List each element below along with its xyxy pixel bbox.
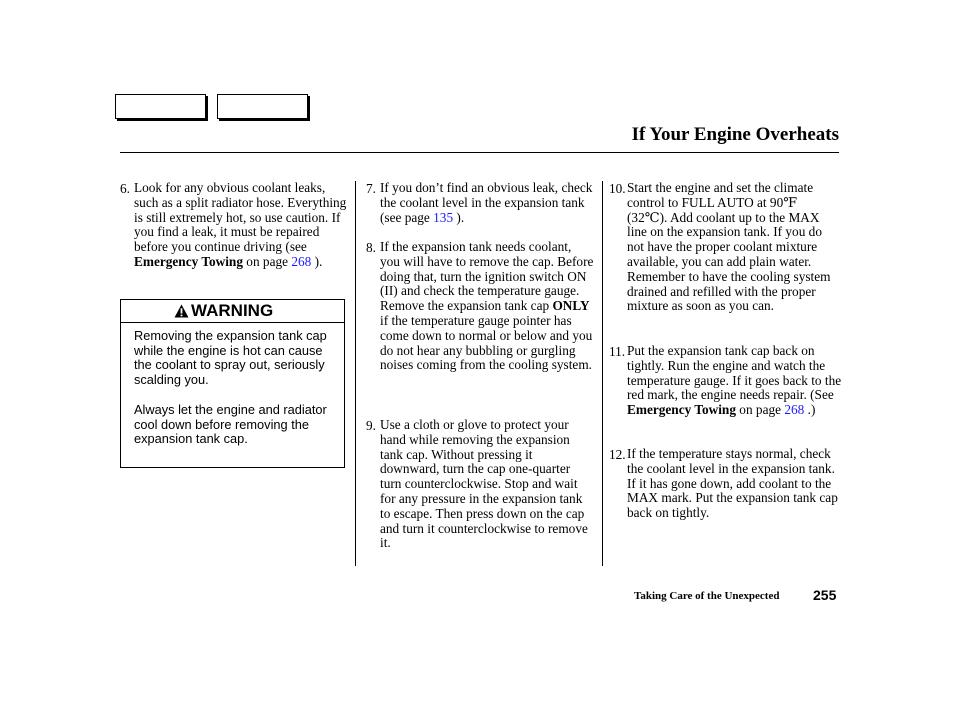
step-number: 10.: [609, 181, 626, 196]
step-text: Put the expansion tank cap back on tightly. Run the engine and watch the temperature gauge. If it goes back to the red mark, the engine needs repair. (See Emergency Towing on page 268 .): [627, 343, 842, 418]
warning-paragraph: Always let the engine and radiator cool down before removing the expansion tank cap.: [134, 401, 327, 447]
step-text: If you don’t find an obvious leak, check the coolant level in the expansion tank (see page 135 ).: [380, 180, 593, 225]
step-text: If the expansion tank needs coolant, you will have to remove the cap. Before doing that, turn the ignition switch ON (II) and check the temperature gauge. Remove the expansion tank cap ONLY if the temperature gauge pointer has come down to normal or below and you do not hear any bubbling or gurgling noises coming from the cooling system.: [380, 239, 594, 373]
nav-button-prev[interactable]: [115, 94, 206, 119]
step-text: Use a cloth or glove to protect your hand while removing the expansion tank cap. Without pressing it downward, turn the cap one-quarter turn counterclockwise. Stop and wait for any pressure in the expansion tank to escape. Then press down on the cap and turn it counterclockwise to remove it.: [380, 417, 588, 551]
step-number: 12.: [609, 447, 626, 462]
warning-body: [121, 323, 344, 447]
warning-paragraph: Removing the expansion tank cap while the engine is hot can cause the coolant to spray out, seriously scalding you.: [134, 328, 327, 388]
page-link[interactable]: 135: [433, 209, 454, 225]
warning-triangle-icon: [174, 304, 189, 318]
page-title: If Your Engine Overheats: [631, 124, 839, 145]
page-link[interactable]: 268: [291, 253, 312, 269]
emergency-towing-ref: Emergency Towing: [627, 402, 736, 418]
warning-header: [121, 300, 344, 323]
step-number: 7.: [366, 181, 376, 196]
step-text: If the temperature stays normal, check the coolant level in the expansion tank. If it has gone down, add coolant to the MAX mark. Put the expansion tank cap back on tightly.: [627, 446, 838, 521]
page-number: 255: [813, 587, 837, 603]
step-number: 6.: [120, 181, 130, 196]
step-text: Look for any obvious coolant leaks, such as a split radiator hose. Everything is still extremely hot, so use caution. If you find a leak, it must be repaired before you continue driving (see Emergency Towing on page 268 ).: [134, 180, 347, 269]
step-number: 11.: [609, 344, 626, 359]
warning-box: [120, 299, 345, 468]
warning-label: WARNING: [191, 301, 274, 320]
step-number: 9.: [366, 418, 376, 433]
column-divider: [355, 181, 356, 566]
nav-button-next[interactable]: [217, 94, 308, 119]
header-rule: [120, 152, 839, 153]
page-link[interactable]: 268: [784, 402, 805, 418]
step-number: 8.: [366, 240, 376, 255]
footer-section-title: Taking Care of the Unexpected: [634, 590, 780, 602]
emergency-towing-ref: Emergency Towing: [134, 253, 243, 269]
column-divider: [602, 181, 603, 566]
only-emphasis: ONLY: [552, 298, 590, 314]
step-text: Start the engine and set the climate control to FULL AUTO at 90℉ (32℃). Add coolant up to the MAX line on the expansion tank. If you do not have the proper coolant mixture available, you can add plain water. Remember to have the cooling system drained and refilled with the proper mixture as soon as you can.: [627, 180, 831, 314]
